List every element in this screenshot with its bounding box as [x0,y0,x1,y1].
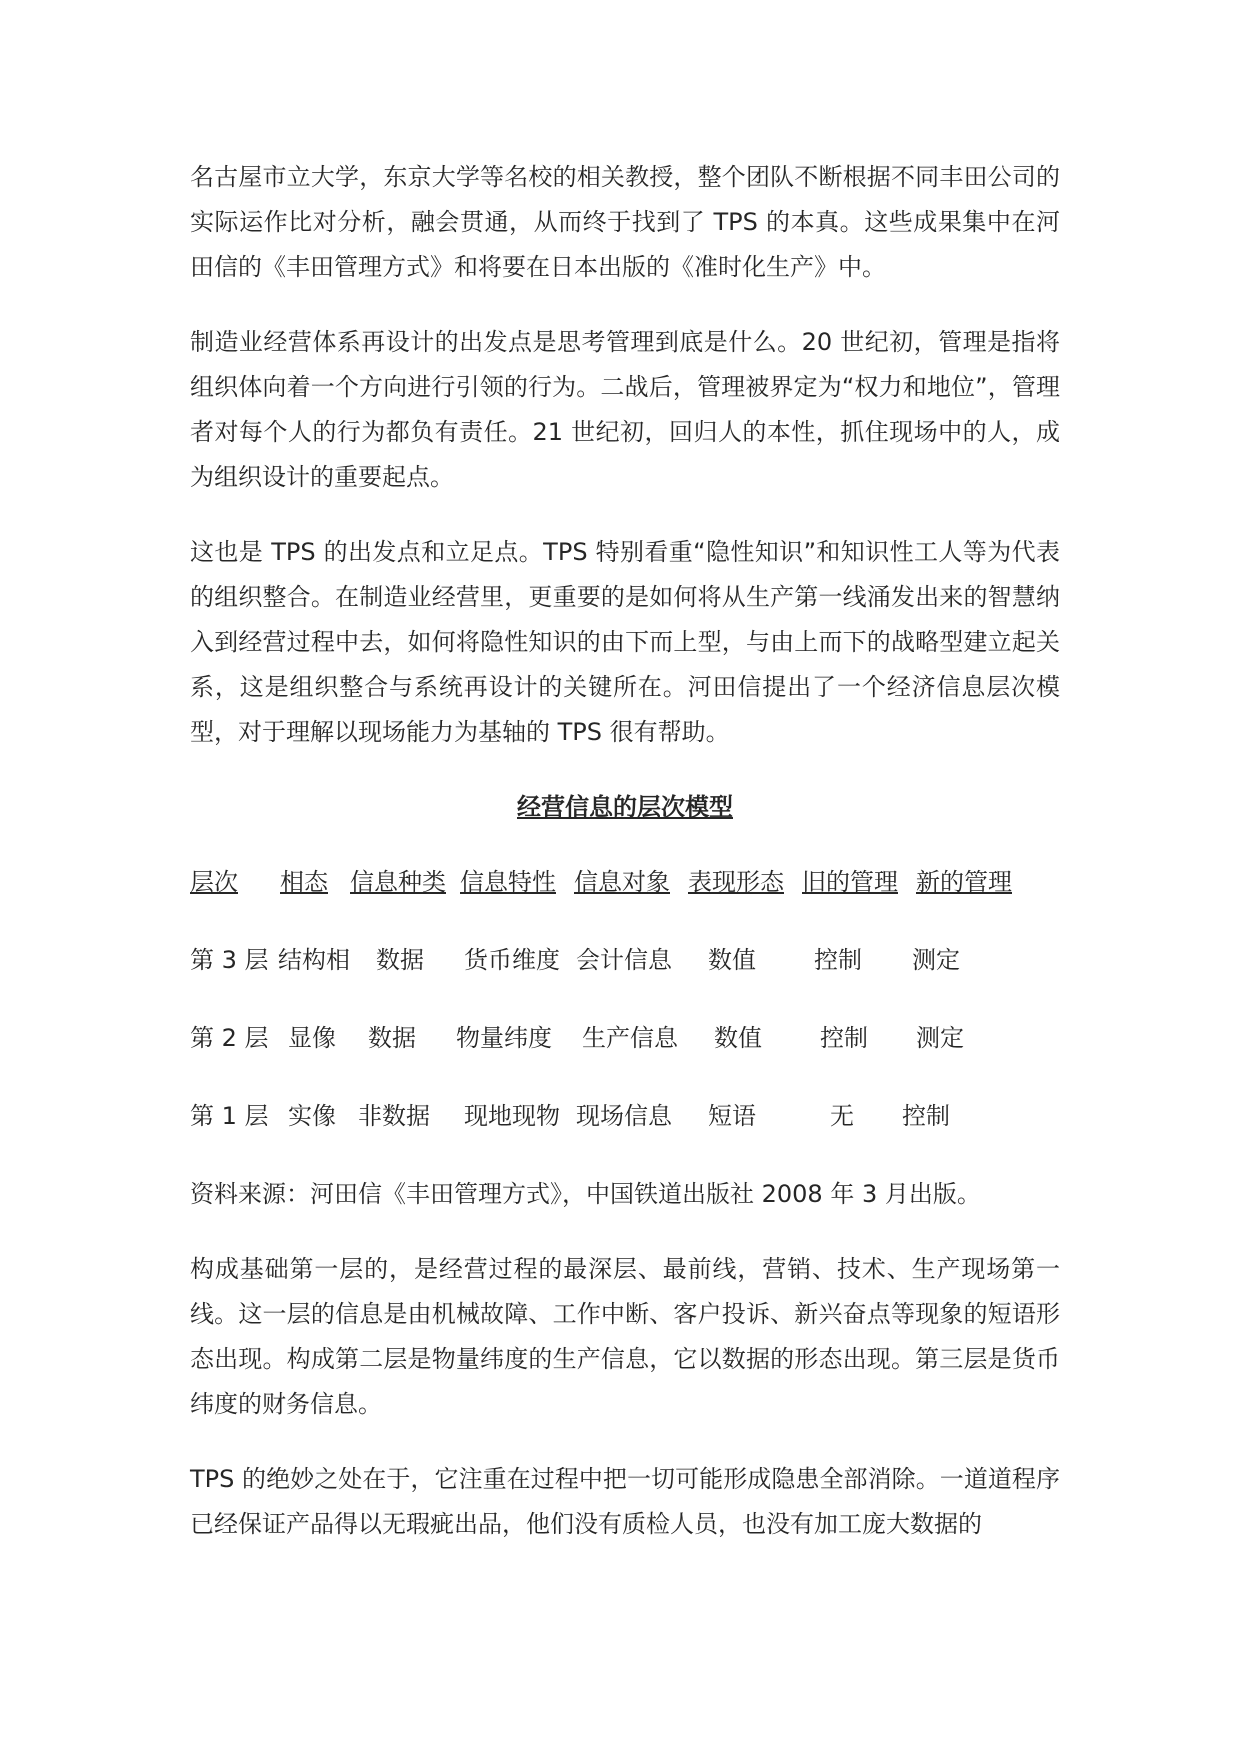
table-cell: 控制 [820,1024,868,1052]
header-cell: 表现形态 [688,868,784,896]
paragraph-2: 制造业经营体系再设计的出发点是思考管理到底是什么。20 世纪初，管理是指将组织体向着一个方向进行引领的行为。二战后，管理被界定为“权力和地位”，管理者对每个人的行为都负有责任。21 世纪初，回归人的本性，抓住现场中的人，成为组织设计的重要起点。 [190,328,1060,491]
header-cell: 信息对象 [574,868,670,896]
table-cell: 测定 [916,1024,964,1052]
header-cell: 新的管理 [916,868,1012,896]
table-cell: 显像 [288,1024,336,1052]
table-cell: 现场信息 [576,1102,672,1130]
paragraph-4: 构成基础第一层的，是经营过程的最深层、最前线，营销、技术、生产现场第一线。这一层的信息是由机械故障、工作中断、客户投诉、新兴奋点等现象的短语形态出现。构成第二层是物量纬度的生产信息，它以数据的形态出现。第三层是货币纬度的财务信息。 [190,1255,1060,1418]
header-cell: 信息特性 [460,868,556,896]
table-cell: 数值 [714,1024,762,1052]
table-cell: 生产信息 [582,1024,678,1052]
table-cell: 实像 [288,1102,336,1130]
table-cell: 物量纬度 [456,1024,552,1052]
table-title: 经营信息的层次模型 [517,793,733,821]
table-cell: 控制 [814,946,862,974]
table-cell: 数据 [376,946,424,974]
table-cell: 控制 [902,1102,950,1130]
paragraph-3: 这也是 TPS 的出发点和立足点。TPS 特别看重“隐性知识”和知识性工人等为代表的组织整合。在制造业经营里，更重要的是如何将从生产第一线涌发出来的智慧纳入到经营过程中去，如何将隐性知识的由下而上型，与由上而下的战略型建立起关系，这是组织整合与系统再设计的关键所在。河田信提出了一个经济信息层次模型，对于理解以现场能力为基轴的 TPS 很有帮助。 [190,538,1060,746]
paragraph-1: 名古屋市立大学，东京大学等名校的相关教授，整个团队不断根据不同丰田公司的实际运作比对分析，融会贯通，从而终于找到了 TPS 的本真。这些成果集中在河田信的《丰田管理方式》和将要在日本出版的《准时化生产》中。 [190,163,1060,281]
table-row [190,1094,1060,1139]
table-header-row [190,860,1060,905]
table-cell: 会计信息 [576,946,672,974]
table-row [190,1016,1060,1061]
table-cell: 第 3 层 [190,946,269,974]
header-cell: 旧的管理 [802,868,898,896]
table-cell: 结构相 [278,946,350,974]
table-cell: 短语 [708,1102,756,1130]
table-cell: 现地现物 [464,1102,560,1130]
table-cell: 非数据 [358,1102,430,1130]
table-cell: 测定 [912,946,960,974]
header-cell: 相态 [280,868,328,896]
document-page [190,155,1060,1577]
table-cell: 第 1 层 [190,1102,269,1130]
paragraph-5: TPS 的绝妙之处在于，它注重在过程中把一切可能形成隐患全部消除。一道道程序已经保证产品得以无瑕疵出品，他们没有质检人员，也没有加工庞大数据的 [190,1465,1060,1538]
table-cell: 第 2 层 [190,1024,269,1052]
table-row [190,938,1060,983]
table-cell: 数据 [368,1024,416,1052]
table-source: 资料来源：河田信《丰田管理方式》，中国铁道出版社 2008 年 3 月出版。 [190,1180,981,1208]
table-cell: 无 [830,1102,854,1130]
header-cell: 信息种类 [350,868,446,896]
table-cell: 数值 [708,946,756,974]
table-cell: 货币维度 [464,946,560,974]
header-cell: 层次 [190,868,238,896]
